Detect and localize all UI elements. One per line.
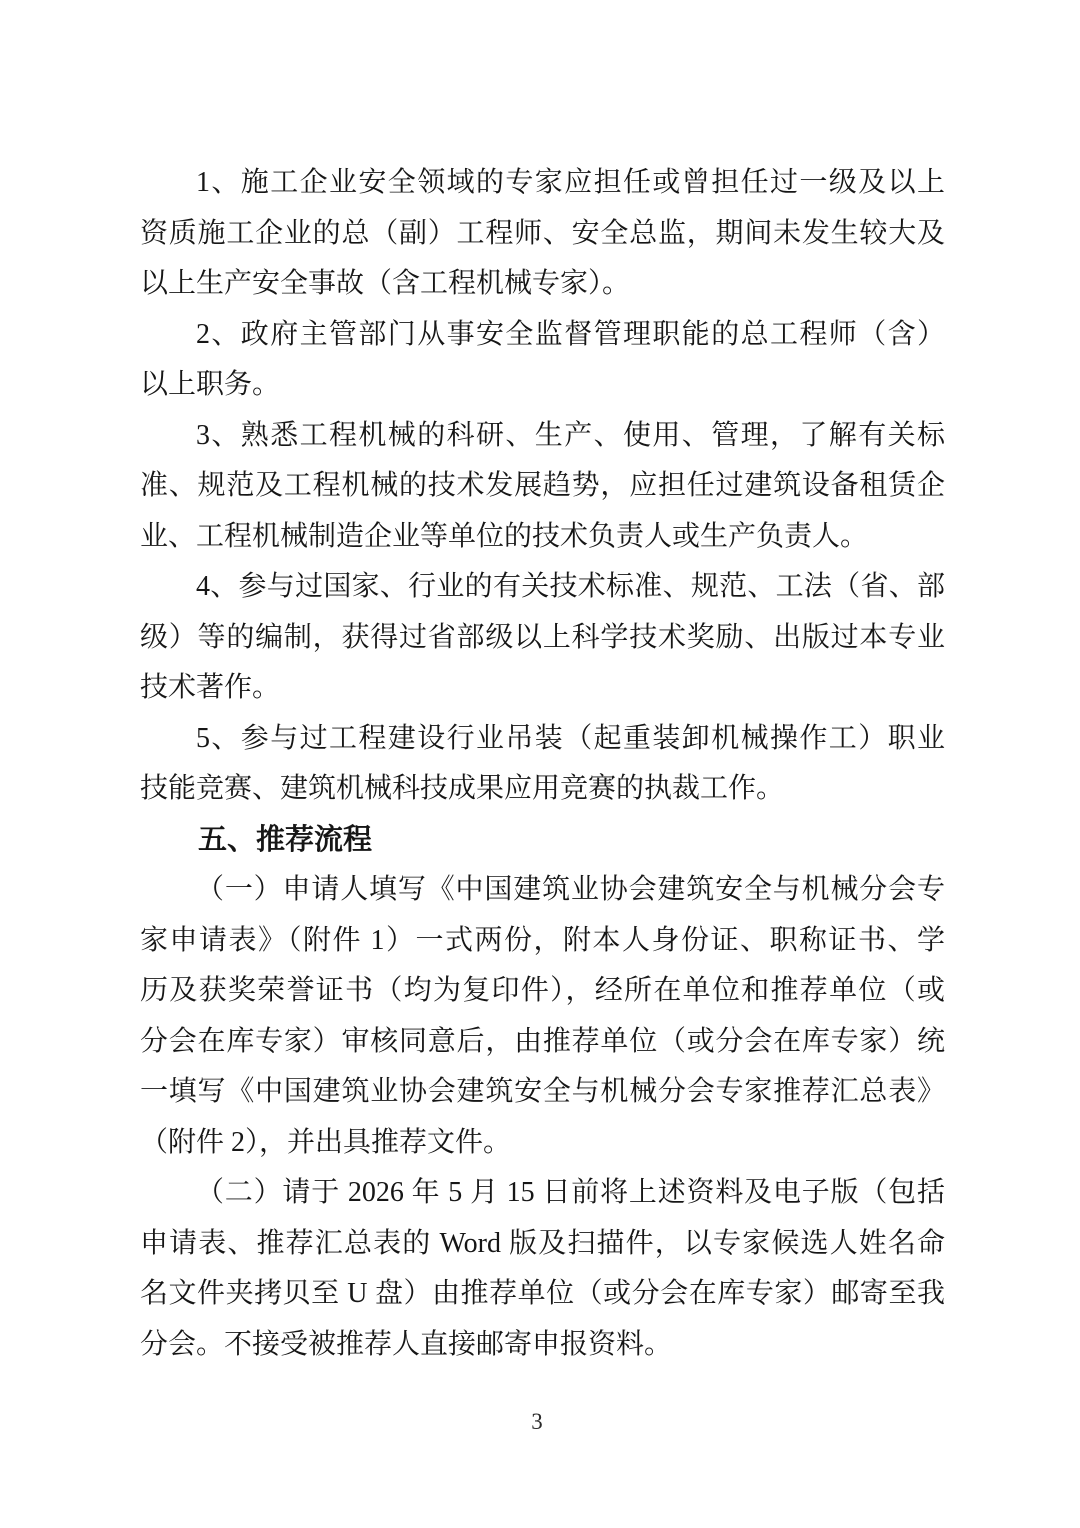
text-line: 技能竞赛、建筑机械科技成果应用竞赛的执裁工作。 [140, 773, 785, 804]
text-line: 级）等的编制，获得过省部级以上科学技术奖励、出版过本专业 [140, 621, 945, 653]
text-line: 名文件夹拷贝至 U 盘）由推荐单位（或分会在库专家）邮寄至我 [140, 1278, 945, 1309]
text-line: 准、规范及工程机械的技术发展趋势，应担任过建筑设备租赁企 [140, 470, 945, 501]
text-line: 申请表、推荐汇总表的 Word 版及扫描件，以专家候选人姓名命 [140, 1227, 945, 1259]
text-line: （附件 2），并出具推荐文件。 [140, 1126, 512, 1158]
text-line: 1、施工企业安全领域的专家应担任或曾担任过一级及以上 [196, 167, 945, 198]
text-line: 以上职务。 [140, 369, 281, 400]
page-number: 3 [531, 1409, 543, 1434]
text-line: 5、参与过工程建设行业吊装（起重装卸机械操作工）职业 [196, 722, 945, 754]
paragraph [140, 411, 945, 563]
text-line: 分会在库专家）审核同意后，由推荐单位（或分会在库专家）统 [140, 1025, 945, 1057]
paragraph [140, 562, 945, 714]
text-line: 资质施工企业的总（副）工程师、安全总监，期间未发生较大及 [140, 217, 945, 249]
text-line: 4、参与过国家、行业的有关技术标准、规范、工法（省、部 [196, 571, 945, 602]
text-line: 一填写《中国建筑业协会建筑安全与机械分会专家推荐汇总表》 [140, 1076, 945, 1107]
document-body [140, 158, 945, 1370]
text-line: 2、政府主管部门从事安全监督管理职能的总工程师（含） [196, 318, 945, 350]
paragraph [140, 1168, 945, 1370]
text-line: 家申请表》（附件 1）一式两份，附本人身份证、职称证书、学 [140, 924, 945, 956]
text-line: 以上生产安全事故（含工程机械专家）。 [140, 268, 631, 299]
paragraph [140, 865, 945, 1168]
section-heading [140, 815, 945, 866]
text-line: 3、熟悉工程机械的科研、生产、使用、管理，了解有关标 [196, 419, 945, 451]
text-line: 技术著作。 [140, 672, 281, 703]
text-line: 业、工程机械制造企业等单位的技术负责人或生产负责人。 [140, 520, 869, 552]
text-line: （一）申请人填写《中国建筑业协会建筑安全与机械分会专 [196, 874, 945, 905]
text-line: 五、推荐流程 [198, 823, 373, 856]
text-line: （二）请于 2026 年 5 月 15 日前将上述资料及电子版（包括 [196, 1177, 945, 1208]
paragraph [140, 158, 945, 310]
paragraph [140, 714, 945, 815]
text-line: 分会。不接受被推荐人直接邮寄申报资料。 [140, 1328, 673, 1360]
text-line: 历及获奖荣誉证书（均为复印件），经所在单位和推荐单位（或 [140, 975, 945, 1006]
paragraph [140, 310, 945, 411]
